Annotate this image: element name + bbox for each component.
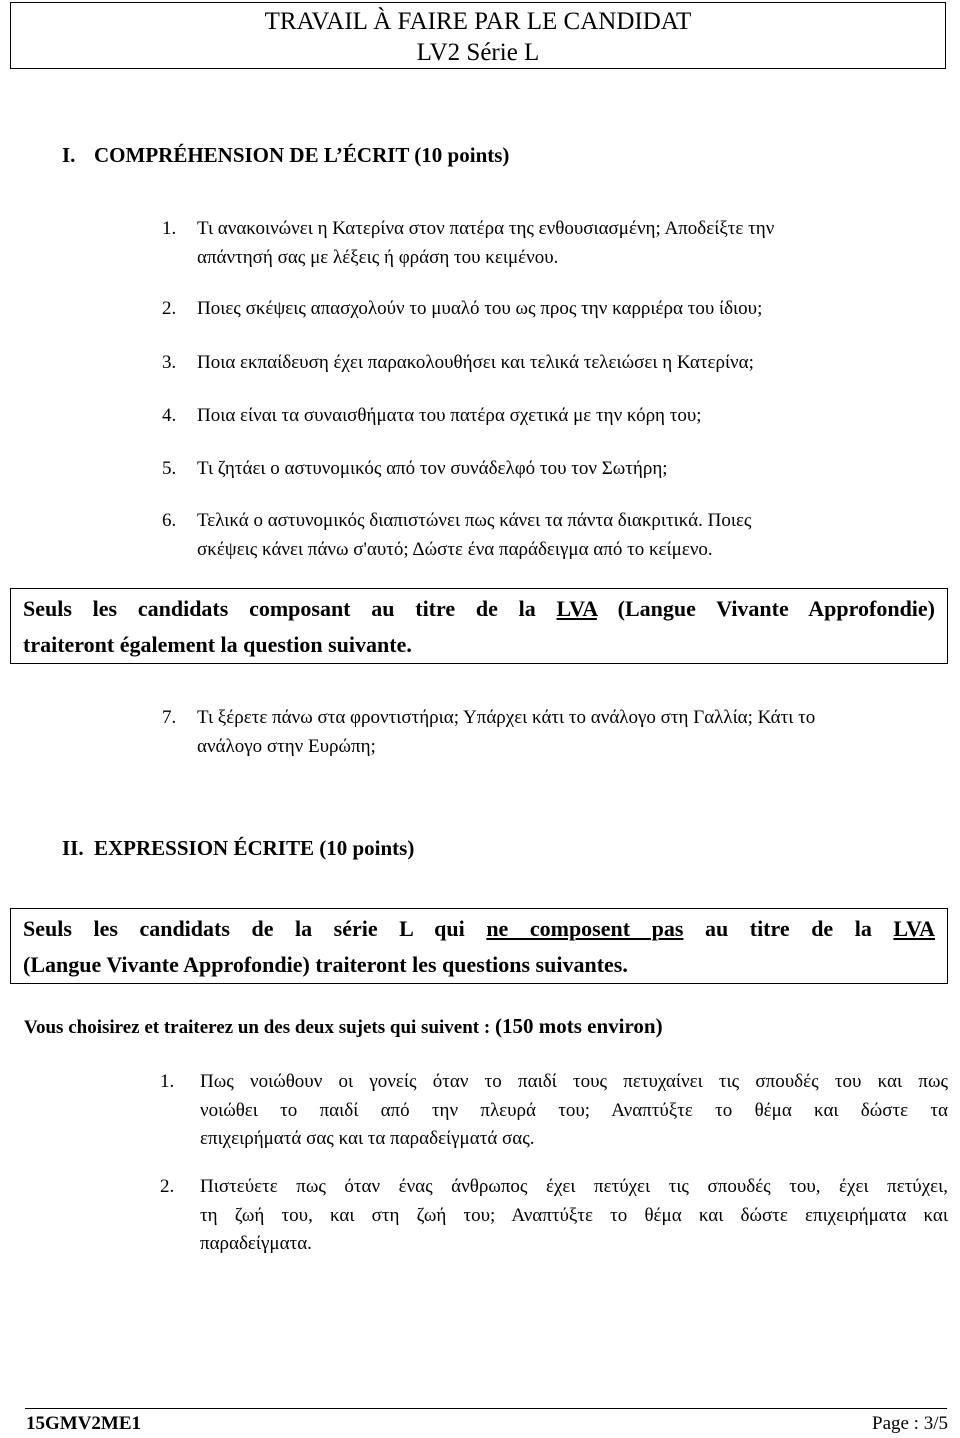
subject-text-line: παραδείγματα.: [200, 1233, 312, 1254]
question-number: 7.: [162, 707, 177, 728]
question-7: [162, 703, 952, 763]
question-number: 3.: [162, 352, 177, 373]
question-text-line: Ποιες σκέψεις απασχολούν το μυαλό του ως προς την καρριέρα του ίδιου;: [197, 298, 763, 319]
question-text-line: σκέψεις κάνει πάνω σ'αυτό; Δώστε ένα παράδειγμα από το κείμενο.: [197, 539, 713, 560]
subject-text-line: Πως νοιώθουν οι γονείς όταν το παιδί τους πετυχαίνει τις σπουδές του και πως: [200, 1071, 948, 1092]
question-5: [162, 454, 922, 484]
subject-text-line: επιχειρήματά σας και τα παραδείγματά σας.: [200, 1128, 535, 1149]
series-l-note-line-1: Seuls les candidats de la série L qui ne composent pas au titre de la LVA: [23, 916, 935, 941]
header-title: TRAVAIL À FAIRE PAR LE CANDIDAT: [264, 8, 692, 35]
footer-code: 15GMV2ME1: [26, 1413, 142, 1434]
lva-note-box: [10, 588, 948, 664]
subject-1: [160, 1068, 948, 1154]
header-box: [10, 2, 946, 69]
section2-title: EXPRESSION ÉCRITE (10 points): [94, 836, 415, 860]
subject-number: 1.: [160, 1071, 175, 1092]
word-count: (150 mots environ): [494, 1014, 663, 1038]
question-text-line: Ποια είναι τα συναισθήματα του πατέρα σχετικά με την κόρη του;: [197, 405, 702, 426]
question-text-line: Τελικά ο αστυνομικός διαπιστώνει πως κάνει τα πάντα διακριτικά. Ποιες: [197, 510, 752, 531]
question-number: 1.: [162, 218, 177, 239]
question-number: 6.: [162, 510, 177, 531]
question-text-line: Ποια εκπαίδευση έχει παρακολουθήσει και τελικά τελειώσει η Κατερίνα;: [197, 352, 754, 373]
footer-divider: [25, 1408, 947, 1409]
question-text-line: Τι ζητάει ο αστυνομικός από τον συνάδελφό του τον Σωτήρη;: [197, 458, 668, 479]
subject-text-line: νοιώθει το παιδί από την πλευρά του; Αναπτύξτε το θέμα και δώστε τα: [200, 1099, 948, 1121]
section2-heading: [62, 835, 414, 861]
not-compose-underlined: ne composent pas: [486, 916, 684, 941]
section2-number: II.: [62, 836, 84, 860]
footer-page-number: Page : 3/5: [872, 1413, 948, 1434]
section1-number: I.: [62, 143, 76, 167]
question-number: 5.: [162, 458, 177, 479]
question-1: [162, 214, 922, 274]
lva-note-line-2: traiteront également la question suivante.: [23, 632, 412, 657]
question-6: [162, 506, 922, 566]
header-subtitle: LV2 Série L: [416, 39, 540, 66]
question-2: [162, 294, 922, 324]
lva-underlined: LVA: [893, 916, 935, 941]
question-3: [162, 348, 922, 378]
writing-instruction: Vous choisirez et traiterez un des deux sujets qui suivent : (150 mots environ): [24, 1014, 663, 1038]
subject-text-line: τη ζωή του, και στη ζωή του; Αναπτύξτε το θέμα και δώστε επιχειρήματα και: [200, 1204, 948, 1226]
question-text-line: Τι ξέρετε πάνω στα φροντιστήρια; Υπάρχει κάτι το ανάλογο στη Γαλλία; Κάτι το: [197, 707, 816, 728]
subject-2: [160, 1173, 948, 1259]
series-l-note-line-2: (Langue Vivante Approfondie) traiteront les questions suivantes.: [23, 952, 628, 977]
question-text-line: Τι ανακοινώνει η Κατερίνα στον πατέρα της ενθουσιασμένη; Αποδείξτε την: [197, 218, 775, 239]
question-4: [162, 401, 922, 431]
section1-title: COMPRÉHENSION DE L’ÉCRIT (10 points): [94, 143, 510, 167]
subject-text-line: Πιστεύετε πως όταν ένας άνθρωπος έχει πετύχει τις σπουδές του, έχει πετύχει,: [200, 1176, 948, 1197]
section1-heading: [62, 142, 509, 168]
lva-note-line-1: Seuls les candidats composant au titre de la LVA (Langue Vivante Approfondie): [23, 596, 936, 621]
series-l-note-box: [10, 908, 948, 984]
lva-underlined: LVA: [556, 596, 597, 621]
question-number: 4.: [162, 405, 177, 426]
question-text-line: απάντησή σας με λέξεις ή φράση του κειμένου.: [197, 247, 559, 268]
subject-number: 2.: [160, 1176, 175, 1197]
question-text-line: ανάλογο στην Ευρώπη;: [197, 736, 376, 757]
question-number: 2.: [162, 298, 177, 319]
